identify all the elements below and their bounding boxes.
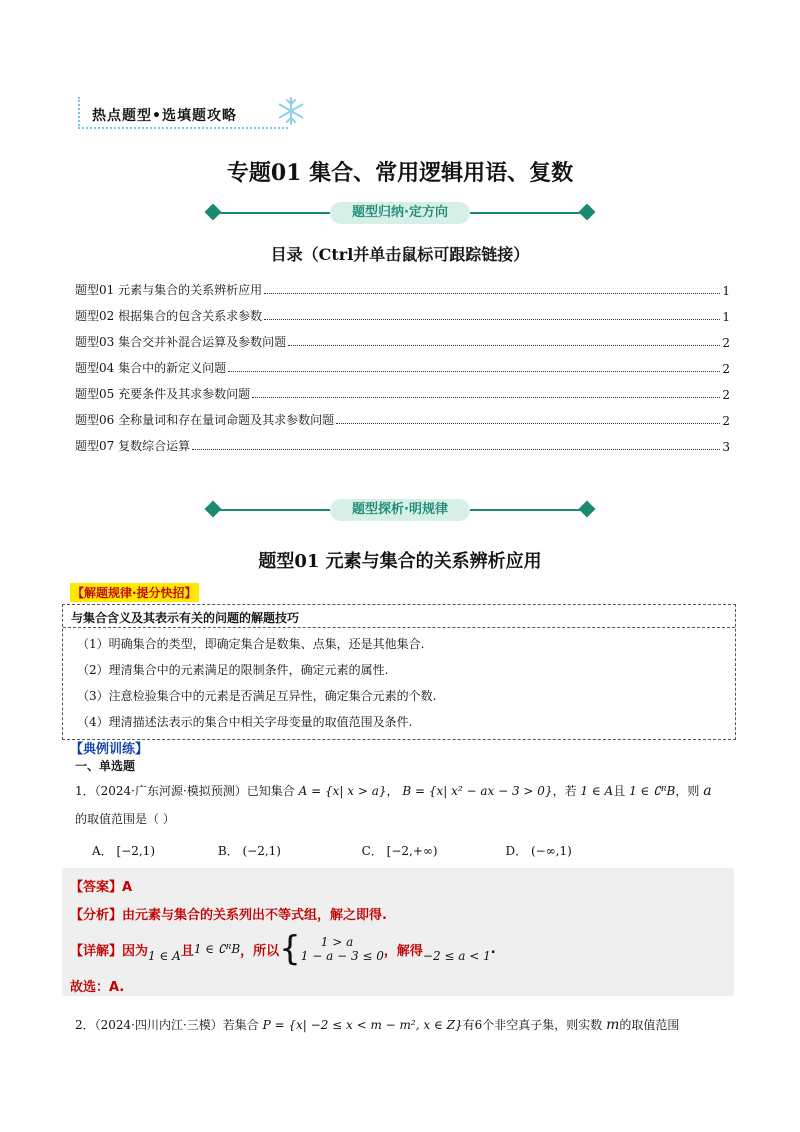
- option-key: D．: [505, 844, 528, 858]
- banner-diamond-icon: [579, 501, 596, 518]
- question-number: 2．: [75, 1018, 95, 1032]
- set-a-expression: A = {x| x > a}: [298, 784, 387, 798]
- toc-item-label: 题型02 根据集合的包含关系求参数: [75, 309, 263, 323]
- toc-item-label: 题型05 充要条件及其求参数问题: [75, 387, 251, 401]
- question-1: [75, 782, 712, 799]
- toc-leader: [336, 423, 720, 424]
- option-key: B．: [217, 844, 239, 858]
- banner-line-right: [470, 212, 581, 214]
- toc-leader: [264, 319, 720, 320]
- tip-item: （1）明确集合的类型，即确定集合是数集、点集，还是其他集合.: [77, 637, 425, 651]
- tip-label: 【解题规律·提分快招】: [70, 583, 199, 602]
- question-number: 1．: [75, 784, 95, 798]
- toc-leader: [192, 449, 720, 450]
- snowflake-icon: [276, 96, 306, 126]
- answer-label: 【答案】A: [70, 880, 133, 895]
- detail-condition-1: 1 ∈ A: [148, 949, 181, 963]
- analysis-text: 【分析】由元素与集合的关系列出不等式组，解之即得.: [70, 908, 387, 923]
- variable-a: a: [703, 783, 712, 799]
- option-value: (−∞,1): [530, 844, 572, 858]
- tip-item: （3）注意检验集合中的元素是否满足互异性，确定集合元素的个数.: [77, 689, 437, 703]
- condition-2: 1 ∈ ∁ᴿB: [629, 784, 676, 798]
- section-banner: [205, 499, 595, 521]
- option-key: A．: [92, 844, 113, 858]
- detail-text: 【详解】因为: [70, 943, 149, 959]
- toc-item-page: 1: [722, 284, 730, 298]
- banner-label: 题型探析·明规律: [330, 499, 470, 521]
- option-b[interactable]: [218, 842, 358, 859]
- tip-box: [62, 604, 736, 740]
- main-title: 专题01 集合、常用逻辑用语、复数: [226, 160, 574, 186]
- toc-item-page: 2: [722, 362, 730, 376]
- question-text: 有6个非空真子集，则实数: [462, 1018, 603, 1032]
- header-tag-text: 热点题型•选填题攻略: [92, 108, 237, 124]
- section-banner: [205, 202, 595, 224]
- set-p-expression: P = {x| −2 ≤ x < m − m², x ∈ Z}: [262, 1018, 463, 1032]
- detail-condition-2: 1 ∈ ∁ᴿB: [193, 942, 241, 956]
- toc-item-label: 题型03 集合交并补混合运算及参数问题: [75, 335, 287, 349]
- inequality-system: [301, 935, 384, 963]
- question-source: （2024·四川内江·三模）若集合: [94, 1018, 259, 1032]
- example-training-label: 【典例训练】: [70, 742, 149, 757]
- option-value: (−2,1): [242, 844, 281, 858]
- toc-item-page: 2: [722, 414, 730, 428]
- toc-item[interactable]: [75, 298, 730, 324]
- banner-diamond-icon: [579, 204, 596, 221]
- toc-item[interactable]: [75, 376, 730, 402]
- question-text: ，则: [675, 784, 700, 798]
- detail-result: −2 ≤ a < 1: [422, 949, 491, 963]
- detail-text: ，解得: [383, 943, 423, 959]
- question-2: [75, 1016, 679, 1033]
- option-d[interactable]: [505, 842, 625, 859]
- toc-item-label: 题型04 集合中的新定义问题: [75, 361, 227, 375]
- banner-line-left: [219, 509, 330, 511]
- tip-item: （2）理清集合中的元素满足的限制条件，确定元素的属性.: [77, 663, 389, 677]
- banner-line-right: [470, 509, 581, 511]
- tip-divider: [63, 627, 735, 628]
- toc-item-page: 2: [722, 336, 730, 350]
- question-text: ，若: [552, 784, 577, 798]
- system-brace: {: [279, 929, 301, 969]
- question-source: （2024·广东河源·模拟预测）已知集合: [94, 784, 295, 798]
- option-a[interactable]: [92, 842, 214, 859]
- toc-leader: [264, 293, 720, 294]
- variable-m: m: [606, 1017, 620, 1033]
- toc-item[interactable]: [75, 272, 730, 298]
- header-tag-border: [78, 97, 80, 129]
- banner-line-left: [219, 212, 330, 214]
- toc-leader: [228, 371, 720, 372]
- toc-leader: [288, 345, 720, 346]
- option-key: C．: [361, 844, 383, 858]
- detail-text: 且: [180, 943, 194, 959]
- question-1-options: [92, 842, 625, 859]
- toc-item-page: 3: [722, 440, 730, 454]
- tip-item: （4）理清描述法表示的集合中相关字母变量的取值范围及条件.: [77, 715, 413, 729]
- option-value: [−2,+∞): [386, 844, 438, 858]
- question-1-line-2: 的取值范围是（ ）: [75, 812, 175, 826]
- choose-answer: 故选：A.: [70, 980, 125, 995]
- answer-box: [62, 868, 734, 996]
- header-tag-underline: [78, 127, 288, 129]
- toc-item[interactable]: [75, 402, 730, 428]
- toc-leader: [252, 397, 720, 398]
- toc-item-page: 1: [722, 310, 730, 324]
- set-b-expression: B = {x| x² − ax − 3 > 0}: [402, 784, 553, 798]
- option-value: [−2,1): [116, 844, 156, 858]
- punctuation: .: [490, 941, 496, 957]
- question-text: 的取值范围: [619, 1018, 680, 1032]
- detail-text: ，所以: [240, 943, 280, 959]
- toc-item-label: 题型06 全称量词和存在量词命题及其求参数问题: [75, 413, 335, 427]
- toc-item[interactable]: [75, 428, 730, 454]
- toc-item-label: 题型07 复数综合运算: [75, 439, 191, 453]
- detail-line: [70, 929, 496, 969]
- punctuation: ，: [386, 784, 399, 798]
- tip-heading: 与集合含义及其表示有关的问题的解题技巧: [71, 611, 300, 625]
- toc-item-page: 2: [722, 388, 730, 402]
- toc-item[interactable]: [75, 350, 730, 376]
- table-of-contents: [75, 272, 730, 454]
- inequality-1: 1 > a: [320, 935, 354, 949]
- inequality-2: 1 − a − 3 ≤ 0: [300, 949, 384, 963]
- option-c[interactable]: [362, 842, 502, 859]
- toc-item-label: 题型01 元素与集合的关系辨析应用: [75, 283, 263, 297]
- single-choice-heading: 一、单选题: [75, 759, 136, 773]
- header-tag: [78, 97, 298, 131]
- condition-1: 1 ∈ A: [580, 784, 614, 798]
- banner-label: 题型归纳·定方向: [330, 202, 470, 224]
- section-title: 题型01 元素与集合的关系辨析应用: [258, 551, 542, 572]
- question-text: 且: [613, 784, 626, 798]
- toc-item[interactable]: [75, 324, 730, 350]
- toc-title: 目录（Ctrl并单击鼠标可跟踪链接）: [270, 245, 530, 264]
